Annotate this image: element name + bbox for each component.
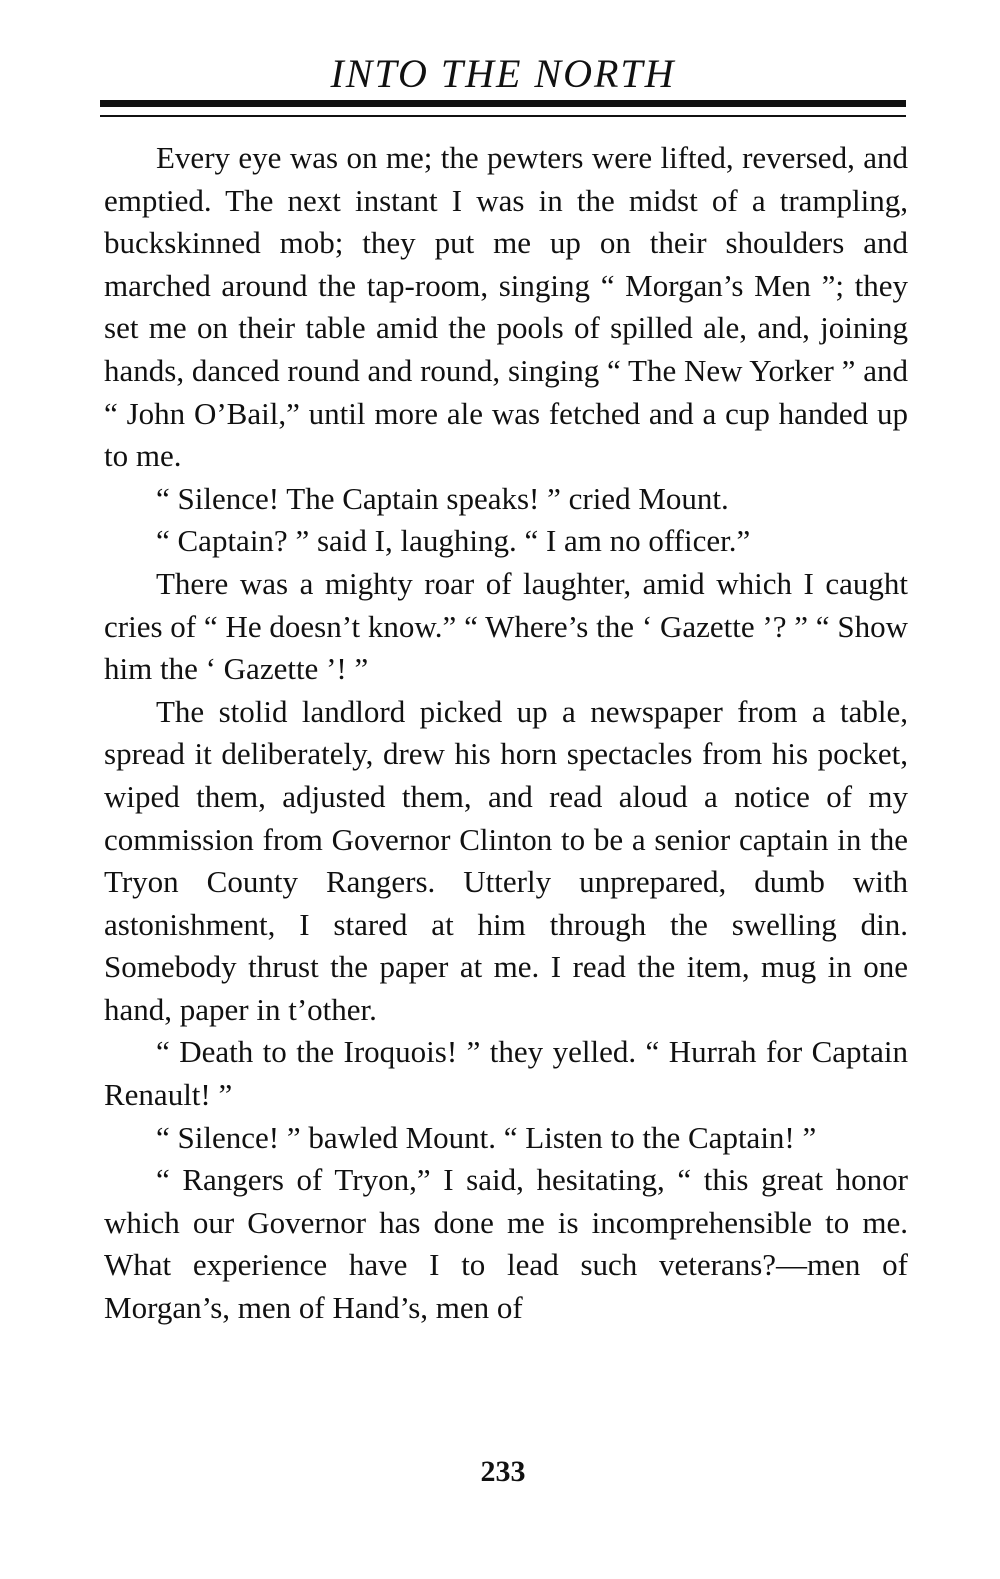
paragraph-5: The stolid landlord picked up a newspaper from a table, spread it deliberately, drew his horn spectacles from his pocket, wiped them, adjusted them, and read aloud a notice of my commission from Governor Clinton to be a senior captain in the Tryon County Rangers. Utterly unprepared, dumb with astonishment, I stared at him through the swelling din. Somebody thrust the paper at me. I read the item, mug in one hand, paper in t’other. xyxy=(104,693,908,1027)
paragraph-3: “ Captain? ” said I, laughing. “ I am no officer.” xyxy=(156,523,751,559)
header-rule-thin xyxy=(100,115,906,117)
paragraph-6: “ Death to the Iroquois! ” they yelled. “ Hurrah for Captain Renault! ” xyxy=(104,1034,908,1113)
paragraph-7: “ Silence! ” bawled Mount. “ Listen to the Captain! ” xyxy=(156,1119,817,1155)
header-rule-thick xyxy=(100,100,906,107)
paragraph-4: There was a mighty roar of laughter, amid which I caught cries of “ He doesn’t know.” “ Where’s the ‘ Gazette ’? ” “ Show him the ‘ Gazette ’! ” xyxy=(104,565,908,687)
paragraph-2: “ Silence! The Captain speaks! ” cried Mount. xyxy=(156,480,729,516)
paragraph-8: “ Rangers of Tryon,” I said, hesitating, “ this great honor which our Governor has done me is incomprehensible to me. What experience have I to lead such veterans?—men of Morgan’s, men of Hand’s, men of xyxy=(104,1162,908,1326)
body-text xyxy=(104,137,908,1330)
running-head-title: INTO THE NORTH xyxy=(330,51,676,96)
page-number: 233 xyxy=(480,1455,526,1488)
paragraph-1: Every eye was on me; the pewters were lifted, reversed, and emptied. The next instant I was in the midst of a trampling, buckskinned mob; they put me up on their shoulders and marched around the tap-room, singing “ Morgan’s Men ”; they set me on their table amid the pools of spilled ale, and, joining hands, danced round and round, singing “ The New Yorker ” and “ John O’Bail,” until more ale was fetched and a cup handed up to me. xyxy=(104,140,908,474)
